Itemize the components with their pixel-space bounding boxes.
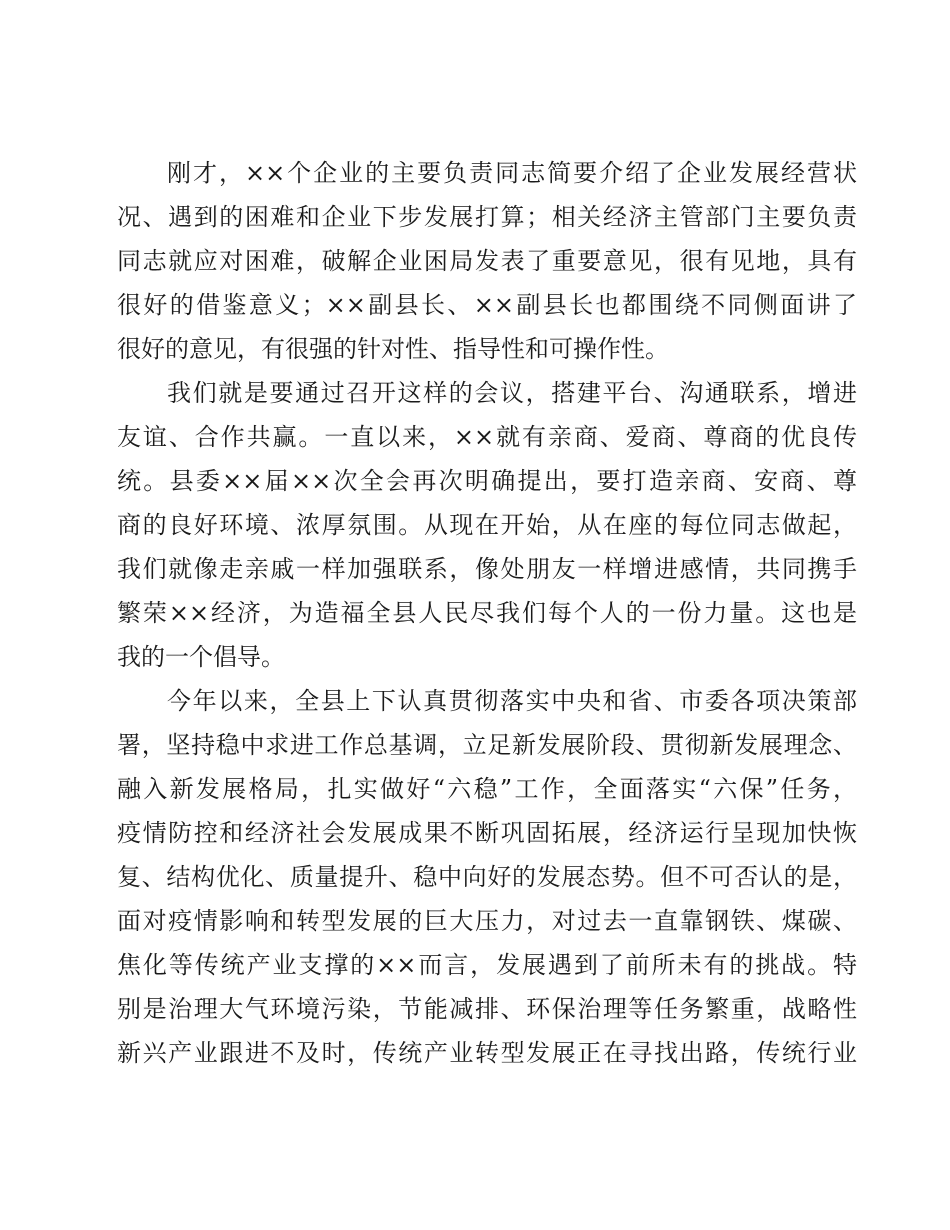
text-line: 焦化等传统产业支撑的××而言，发展遇到了前所未有的挑战。特 xyxy=(117,951,857,979)
text-line: 署，坚持稳中求进工作总基调，立足新发展阶段、贯彻新发展理念、 xyxy=(117,731,857,759)
text-line: 统。县委××届××次全会再次明确提出，要打造亲商、安商、尊 xyxy=(117,467,857,495)
text-line: 融入新发展格局，扎实做好“六稳”工作，全面落实“六保”任务， xyxy=(117,775,857,803)
text-line: 别是治理大气环境污染，节能减排、环保治理等任务繁重，战略性 xyxy=(117,995,857,1023)
text-line: 复、结构优化、质量提升、稳中向好的发展态势。但不可否认的是， xyxy=(117,863,857,891)
text-line: 商的良好环境、浓厚氛围。从现在开始，从在座的每位同志做起， xyxy=(117,511,857,539)
text-line: 面对疫情影响和转型发展的巨大压力，对过去一直靠钢铁、煤碳、 xyxy=(117,907,857,935)
text-line: 刚才，××个企业的主要负责同志简要介绍了企业发展经营状 xyxy=(167,159,857,187)
text-line: 很好的意见，有很强的针对性、指导性和可操作性。 xyxy=(117,335,669,363)
paragraph-1 xyxy=(117,151,857,371)
text-line: 我们就像走亲戚一样加强联系，像处朋友一样增进感情，共同携手 xyxy=(117,555,857,583)
text-line: 很好的借鉴意义；××副县长、××副县长也都围绕不同侧面讲了 xyxy=(117,291,857,319)
paragraph-2 xyxy=(117,371,857,679)
text-line: 同志就应对困难，破解企业困局发表了重要意见，很有见地，具有 xyxy=(117,247,857,275)
document-body xyxy=(117,151,857,1075)
text-line: 我的一个倡导。 xyxy=(117,643,285,671)
text-line: 友谊、合作共赢。一直以来，××就有亲商、爱商、尊商的优良传 xyxy=(117,423,857,451)
text-line: 疫情防控和经济社会发展成果不断巩固拓展，经济运行呈现加快恢 xyxy=(117,819,857,847)
text-line: 况、遇到的困难和企业下步发展打算；相关经济主管部门主要负责 xyxy=(117,203,857,231)
text-line: 我们就是要通过召开这样的会议，搭建平台、沟通联系，增进 xyxy=(167,379,857,407)
text-line: 新兴产业跟进不及时，传统产业转型发展正在寻找出路，传统行业 xyxy=(117,1039,857,1067)
text-line: 今年以来，全县上下认真贯彻落实中央和省、市委各项决策部 xyxy=(167,687,857,715)
text-line: 繁荣××经济，为造福全县人民尽我们每个人的一份力量。这也是 xyxy=(117,599,857,627)
paragraph-3 xyxy=(117,679,857,1075)
